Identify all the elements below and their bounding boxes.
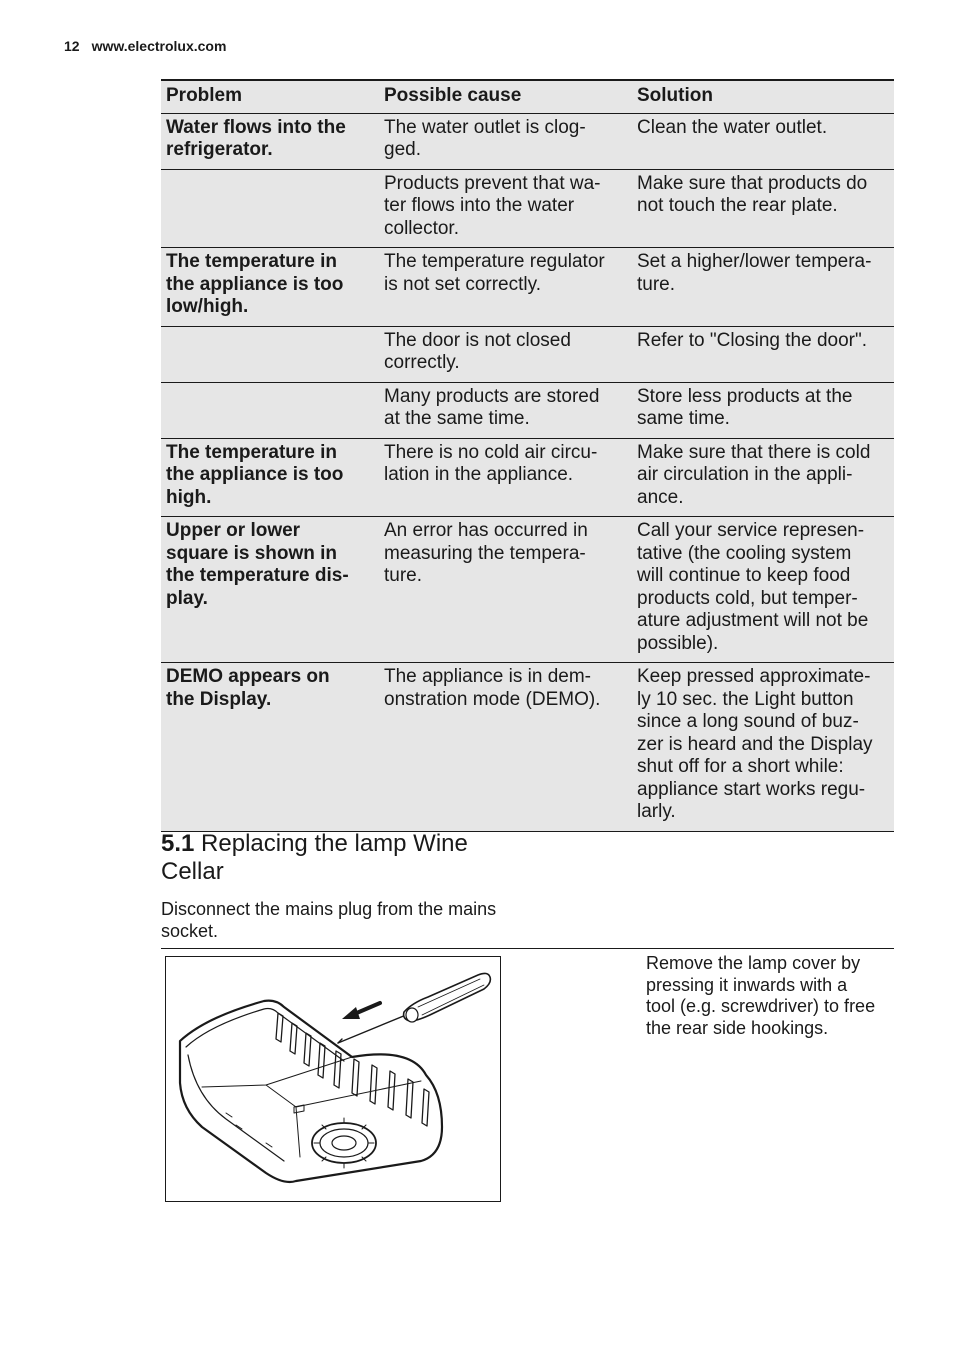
solution-cell: Make sure that there is cold air circulation in the appli- ance. (632, 438, 894, 517)
troubleshooting-table (161, 79, 894, 832)
column-header-problem: Problem (161, 80, 379, 113)
section-divider (161, 948, 894, 949)
problem-cell (161, 382, 379, 438)
problem-cell (161, 326, 379, 382)
problem-cell: DEMO appears on the Display. (161, 663, 379, 832)
solution-cell: Set a higher/lower tempera- ture. (632, 248, 894, 327)
solution-cell: Refer to "Closing the door". (632, 326, 894, 382)
section-intro-text: Disconnect the mains plug from the mains socket. (161, 899, 497, 941)
problem-cell: Upper or lower square is shown in the temperature dis- play. (161, 517, 379, 663)
solution-cell: Keep pressed approximate- ly 10 sec. the Light button since a long sound of buz- zer is heard and the Display shut off for a short while: appliance start works regu- larly. (632, 663, 894, 832)
lamp-cover-with-screwdriver-icon (166, 957, 500, 1201)
cause-cell: Products prevent that wa- ter flows into the water collector. (379, 169, 632, 248)
cause-cell: The appliance is in dem- onstration mode (DEMO). (379, 663, 632, 832)
page-header (64, 38, 226, 54)
page-number: 12 (64, 38, 80, 54)
section-number: 5.1 (161, 830, 195, 857)
table-row (161, 326, 894, 382)
website-url: www.electrolux.com (91, 38, 227, 54)
table-row (161, 382, 894, 438)
table-row (161, 438, 894, 517)
section-heading (161, 830, 501, 886)
table-row (161, 248, 894, 327)
problem-cell (161, 169, 379, 248)
table-row (161, 517, 894, 663)
step-instruction: Remove the lamp cover by pressing it inwards with a tool (e.g. screwdriver) to free the rear side hookings. (646, 953, 876, 1038)
solution-cell: Call your service represen- tative (the cooling system will continue to keep food products cold, but temper- ature adjustment will not be possible). (632, 517, 894, 663)
table-body (161, 113, 894, 831)
column-header-solution: Solution (632, 80, 894, 113)
section-title-text: Replacing the lamp Wine Cellar (161, 830, 468, 885)
column-header-cause: Possible cause (379, 80, 632, 113)
cause-cell: The temperature regulator is not set correctly. (379, 248, 632, 327)
table-header-row (161, 80, 894, 113)
table-row (161, 113, 894, 169)
cause-cell: Many products are stored at the same time. (379, 382, 632, 438)
table-row (161, 663, 894, 832)
cause-cell: The water outlet is clog- ged. (379, 113, 632, 169)
cause-cell: An error has occurred in measuring the tempera- ture. (379, 517, 632, 663)
table-row (161, 169, 894, 248)
solution-cell: Store less products at the same time. (632, 382, 894, 438)
solution-cell: Clean the water outlet. (632, 113, 894, 169)
solution-cell: Make sure that products do not touch the rear plate. (632, 169, 894, 248)
cause-cell: The door is not closed correctly. (379, 326, 632, 382)
problem-cell: The temperature in the appliance is too low/high. (161, 248, 379, 327)
lamp-cover-illustration (165, 956, 501, 1202)
problem-cell: Water flows into the refrigerator. (161, 113, 379, 169)
cause-cell: There is no cold air circu- lation in the appliance. (379, 438, 632, 517)
problem-cell: The temperature in the appliance is too high. (161, 438, 379, 517)
